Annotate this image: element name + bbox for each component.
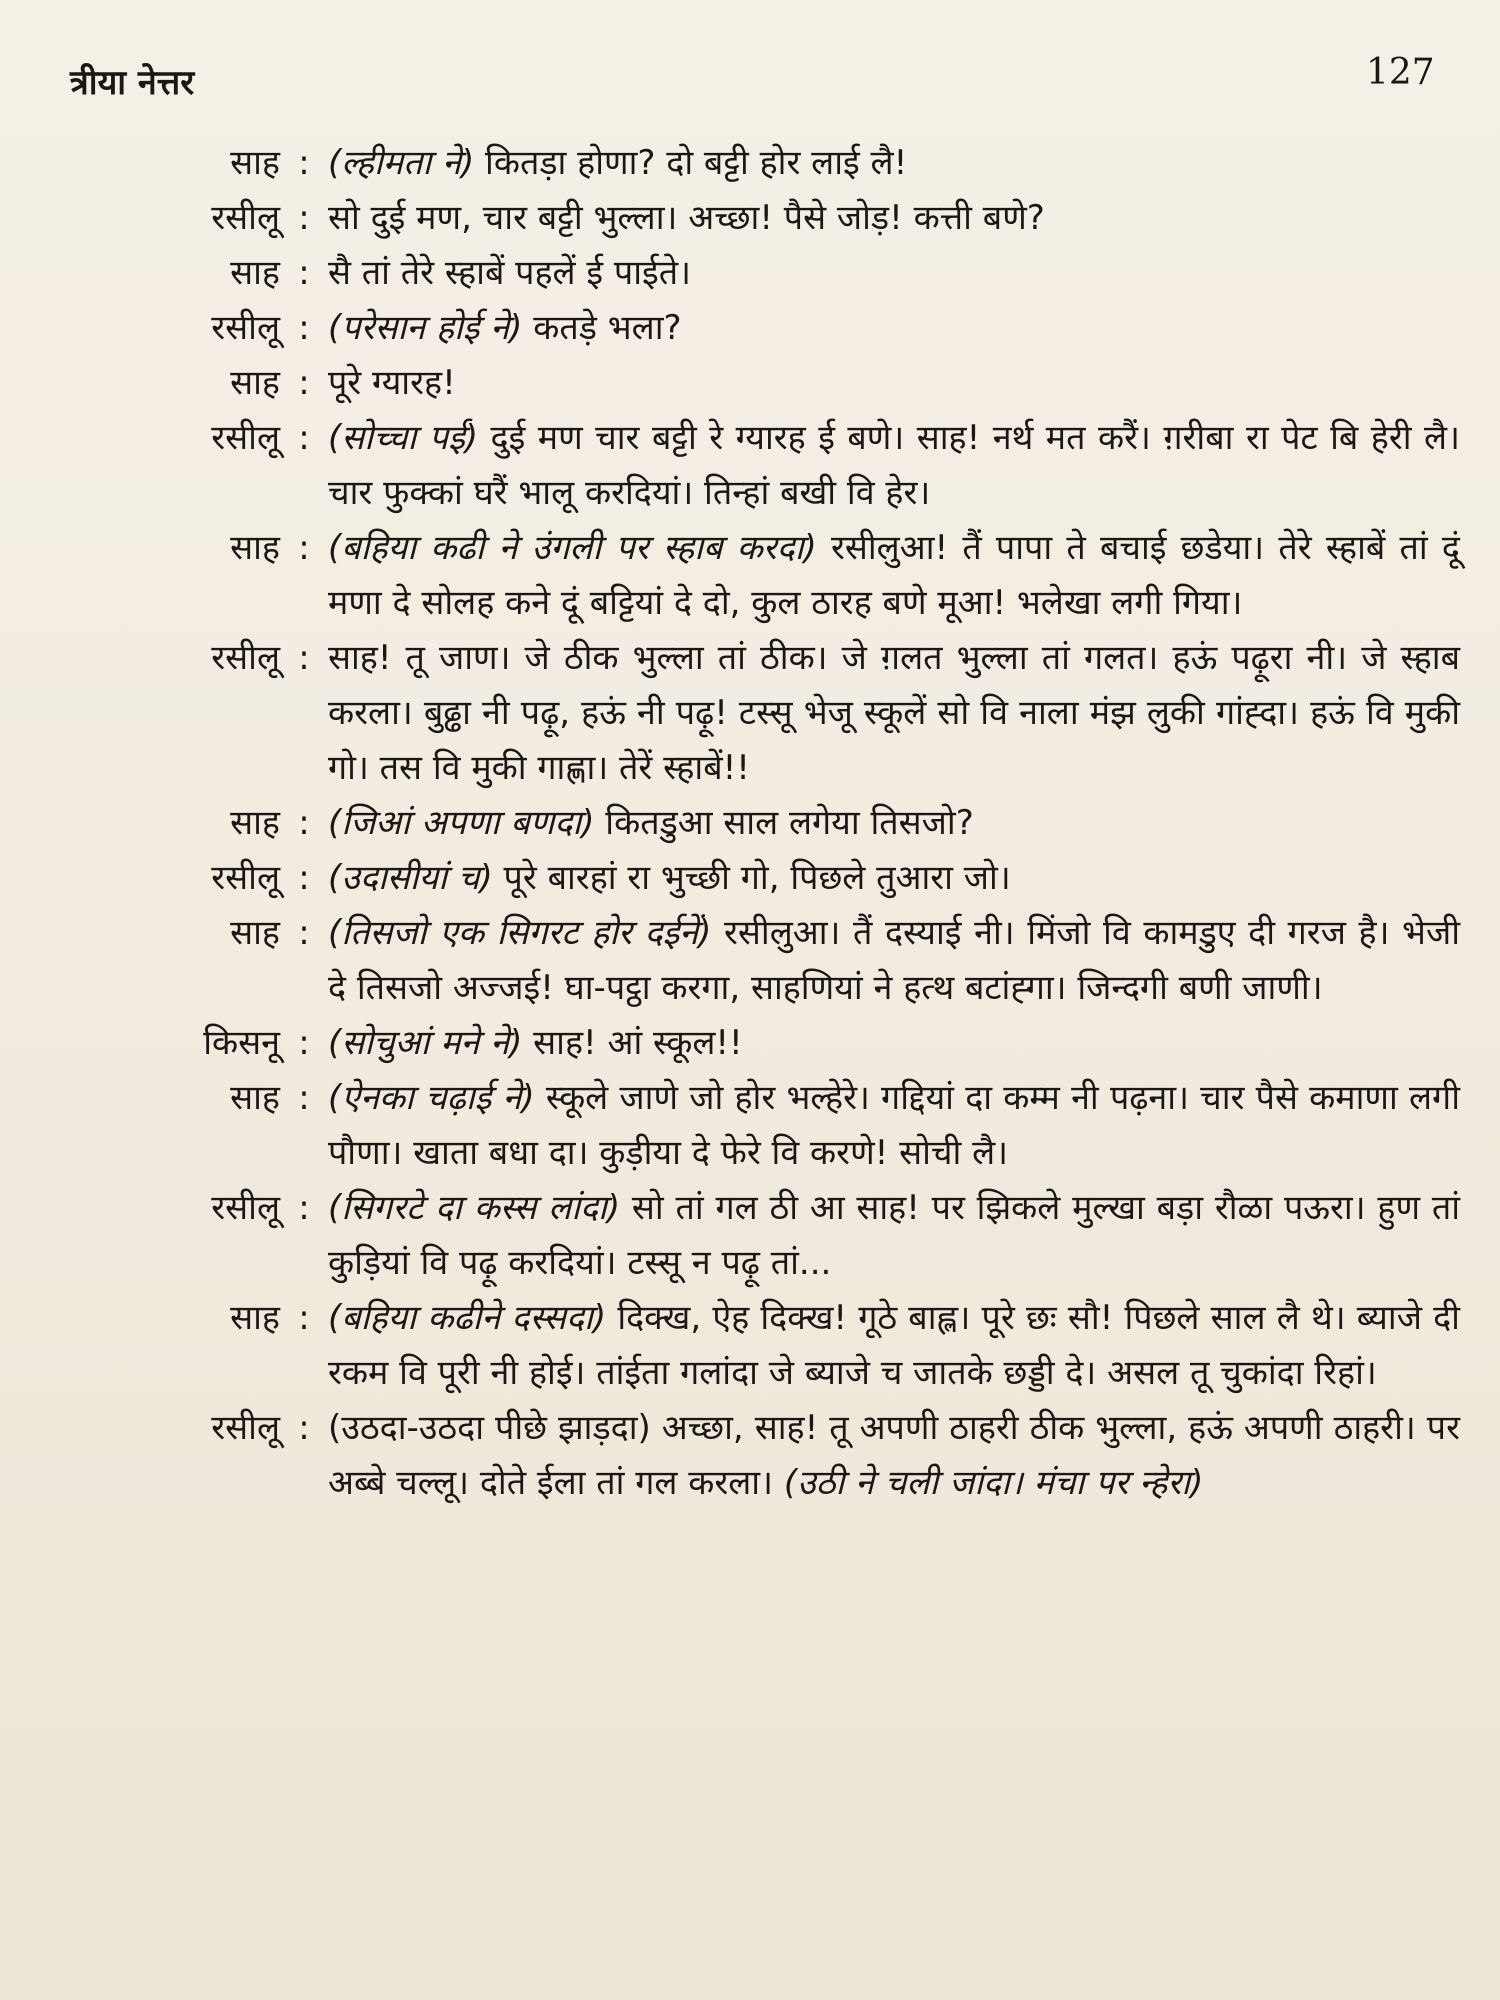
speaker-name: रसीलू [211,1188,280,1228]
speaker-name: साह [230,253,280,293]
dialogue-entry [110,191,1460,246]
speaker-name: किसनू [203,1023,280,1063]
spoken-text: सो दुई मण, चार बट्टी भुल्ला। अच्छा! पैसे जोड़! कत्ती बणे? [328,198,1045,238]
dialogue-entry [110,356,1460,411]
speaker-separator: : [298,418,310,458]
speaker-separator: : [298,363,310,403]
speaker-name: साह [230,143,280,183]
speaker-separator: : [298,253,310,293]
closing-stage-direction: (उठी ने चली जांदा। मंचा पर न्हेरा) [783,1463,1204,1503]
speaker-separator: : [298,638,310,678]
dialogue-entry [110,631,1460,796]
spoken-text: (उठदा-उठदा पीछे झाड़दा) अच्छा, साह! तू अपणी ठाहरी ठीक भुल्ला, हऊं अपणी ठाहरी। पर अब्बे चल्लू। दोते ईला तां गल करला। [328,1408,1460,1503]
dialogue-entry [110,851,1460,906]
stage-direction: (ल्हीमता ने) [328,143,475,183]
spoken-text: पूरे ग्यारह! [328,363,456,403]
dialogue-line [328,1071,1460,1181]
stage-direction: (परेसान होई ने) [328,308,523,348]
dialogue-line [328,411,1460,521]
dialogue-line [328,631,1460,796]
stage-direction: (सोच्चा पई) [328,418,479,458]
spoken-text: सै तां तेरे स्हाबें पहलें ई पाईते। [328,253,691,293]
stage-direction: (जिआं अपणा बणदा) [328,803,595,843]
page-number: 127 [1366,52,1435,93]
speaker-name: साह [230,803,280,843]
spoken-text: रसीलुआ! तैं पापा ते बचाई छडेया। तेरे स्हाबें तां दूं मणा दे सोलह कने दूं बट्टियां दे दो, कुल ठारह बणे मूआ! भलेखा लगी गिया। [328,528,1460,623]
dialogue-line [328,796,1460,851]
speaker-separator: : [298,308,310,348]
speaker-separator: : [298,1078,310,1118]
dialogue-entry [110,301,1460,356]
dialogue-entry [110,1071,1460,1181]
spoken-text: स्कूले जाणे जो होर भल्हेरे। गद्दियां दा कम्म नी पढ़ना। चार पैसे कमाणा लगी पौणा। खाता बधा दा। कुड़ीया दे फेरे वि करणे! सोची लै। [328,1078,1461,1173]
spoken-text: रसीलुआ। तैं दस्याई नी। मिंजो वि कामडुए दी गरज है। भेजी दे तिसजो अज्जई! घा-पट्ठा करगा, साहणियां ने हत्थ बटांह्गा। जिन्दगी बणी जाणी। [328,913,1460,1008]
dialogue-line [328,1401,1460,1511]
speaker-separator: : [298,1188,310,1228]
speaker-name: साह [230,1298,280,1338]
dialogue-line [328,851,1460,906]
dialogue-line [328,1181,1460,1291]
dialogue-entry [110,796,1460,851]
dialogue-line [328,191,1460,246]
speaker-separator: : [298,913,310,953]
speaker-name: साह [230,528,280,568]
stage-direction: (ऐनका चढ़ाई ने) [328,1078,535,1118]
dialogue-entry [110,1401,1460,1511]
dialogue-line [328,906,1460,1016]
speaker-separator: : [298,198,310,238]
speaker-name: रसीलू [211,308,280,348]
speaker-name: साह [230,1078,280,1118]
speaker-name: रसीलू [211,418,280,458]
speaker-name: साह [230,363,280,403]
running-head-title: त्रीया नेत्तर [70,63,195,103]
dialogue-line [328,1291,1460,1401]
spoken-text: साह! आं स्कूल!! [522,1023,743,1063]
dialogue-entry [110,246,1460,301]
speaker-name: रसीलू [211,198,280,238]
dialogue-entry [110,1181,1460,1291]
stage-direction: (बहिया कढी ने उंगली पर स्हाब करदा) [328,528,817,568]
speaker-separator: : [298,528,310,568]
spoken-text: दिक्ख, ऐह दिक्ख! गूठे बाह्ल। पूरे छः सौ! पिछले साल लै थे। ब्याजे दी रकम वि पूरी नी होई। तांईता गलांदा जे ब्याजे च जातके छड्डी दे। असल तू चुकांदा रिहां। [328,1298,1460,1393]
stage-direction: (बहिया कढीने दस्सदा) [328,1298,607,1338]
spoken-text: पूरे बारहां रा भुच्छी गो, पिछले तुआरा जो। [492,858,1011,898]
spoken-text: दुई मण चार बट्टी रे ग्यारह ई बणे। साह! नर्थ मत करैं। ग़रीबा रा पेट बि हेरी लै। चार फुक्कां घरैं भालू करदियां। तिन्हां बखी वि हेर। [328,418,1460,513]
stage-direction: (सोचुआं मने ने) [328,1023,523,1063]
speaker-separator: : [298,1408,310,1448]
dialogue-line [328,246,1460,301]
spoken-text: सो तां गल ठी आ साह! पर झिकले मुल्खा बड़ा रौळा पऊरा। हुण तां कुड़ियां वि पढ़ू करदियां। टस्सू न पढ़ू तां... [328,1188,1461,1283]
dialogue-line [328,301,1460,356]
dialogue-entry [110,1291,1460,1401]
speaker-name: रसीलू [211,638,280,678]
stage-direction: (सिगरटे दा कस्स लांदा) [328,1188,621,1228]
dialogue-script [110,136,1460,1511]
dialogue-line [328,1016,1460,1071]
dialogue-entry [110,906,1460,1016]
stage-direction: (उदासीयां च) [328,858,493,898]
dialogue-entry [110,136,1460,191]
dialogue-entry [110,521,1460,631]
dialogue-line [328,136,1460,191]
speaker-separator: : [298,143,310,183]
speaker-name: रसीलू [211,1408,280,1448]
speaker-separator: : [298,1298,310,1338]
dialogue-line [328,521,1460,631]
speaker-separator: : [298,803,310,843]
speaker-separator: : [298,858,310,898]
speaker-separator: : [298,1023,310,1063]
spoken-text: कतड़े भला? [522,308,682,348]
speaker-name: रसीलू [211,858,280,898]
spoken-text: कितड़ा होणा? दो बट्टी होर लाई लै! [474,143,908,183]
spoken-text: साह! तू जाण। जे ठीक भुल्ला तां ठीक। जे ग़लत भुल्ला तां गलत। हऊं पढ़ूरा नी। जे स्हाब करला। बुढ्ढा नी पढ़ू, हऊं नी पढ़ू! टस्सू भेजू स्कूलें सो वि नाला मंझ लुकी गांह्दा। हऊं वि मुकी गो। तस वि मुकी गाह्णा। तेरें स्हाबें!! [328,638,1460,788]
speaker-name: साह [230,913,280,953]
stage-direction: (तिसजो एक सिगरट होर दईनें) [328,913,712,953]
spoken-text: कितडुआ साल लगेया तिसजो? [594,803,974,843]
dialogue-line [328,356,1460,411]
dialogue-entry [110,411,1460,521]
dialogue-entry [110,1016,1460,1071]
